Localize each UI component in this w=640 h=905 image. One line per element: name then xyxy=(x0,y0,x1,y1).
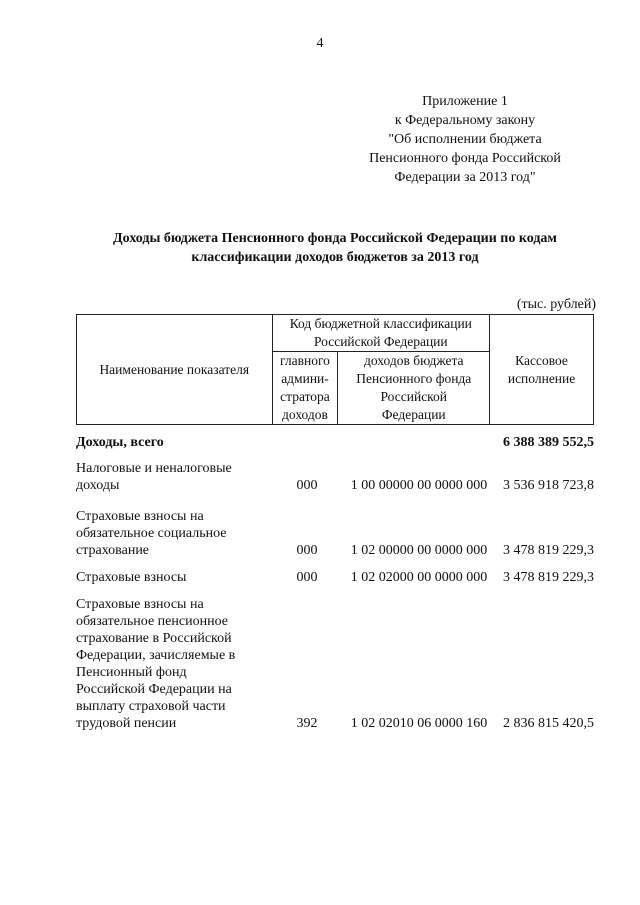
row-name: Страховые взносы xyxy=(76,570,187,585)
header-admin-column xyxy=(272,352,338,425)
title-line: Доходы бюджета Пенсионного фонда Российской Федерации по кодам xyxy=(113,231,557,246)
unit-label: (тыс. рублей) xyxy=(516,297,596,312)
header-income-column xyxy=(338,352,490,425)
appendix-line: Пенсионного фонда Российской xyxy=(369,151,561,166)
row-income-code: 1 00 00000 00 0000 000 xyxy=(350,478,488,493)
header-line: Код бюджетной классификации xyxy=(289,316,472,331)
header-line: главного xyxy=(280,353,330,368)
table-header xyxy=(76,314,594,425)
title-line: классификации доходов бюджетов за 2013 год xyxy=(191,250,479,265)
row-admin-code: 000 xyxy=(296,570,318,585)
header-line: стратора xyxy=(280,389,330,404)
appendix-line: Приложение 1 xyxy=(422,94,508,109)
page-number: 4 xyxy=(316,36,324,51)
row-name: Доходы, всего xyxy=(76,435,164,450)
header-line: админи- xyxy=(281,371,329,386)
row-name: Страховые взносы на обязательное социальное страхование xyxy=(76,509,227,558)
table-row xyxy=(76,460,596,494)
header-line: исполнение xyxy=(507,370,576,386)
header-line: доходов xyxy=(282,407,328,422)
row-amount: 6 388 389 552,5 xyxy=(503,435,594,450)
row-amount: 3 536 918 723,8 xyxy=(503,478,594,493)
header-execution-column xyxy=(490,315,594,425)
header-line: Кассовое xyxy=(515,352,568,368)
document-title xyxy=(70,229,600,267)
appendix-line: к Федеральному закону xyxy=(394,113,536,128)
appendix-line: Федерации за 2013 год" xyxy=(394,170,536,185)
row-name: Страховые взносы на обязательное пенсионное страхование в Российской Федерации, зачисляемые в Пенсионный фонд Российской Федерации на выплату страховой части трудовой пенсии xyxy=(76,597,236,731)
row-amount: 2 836 815 420,5 xyxy=(503,716,594,731)
header-line: Пенсионного фонда xyxy=(356,371,472,386)
row-admin-code: 000 xyxy=(296,543,318,558)
table-row xyxy=(76,569,596,586)
row-admin-code: 000 xyxy=(296,478,318,493)
row-income-code: 1 02 02010 06 0000 160 xyxy=(350,716,488,731)
table-row xyxy=(76,508,596,559)
header-code-group xyxy=(272,315,490,352)
row-name: Налоговые и неналоговые доходы xyxy=(76,461,232,493)
header-line: Российской xyxy=(380,389,448,404)
header-name-column: Наименование показателя xyxy=(77,315,273,425)
row-amount: 3 478 819 229,3 xyxy=(503,570,594,585)
appendix-header xyxy=(340,92,590,187)
table-row xyxy=(76,434,596,451)
appendix-line: "Об исполнении бюджета xyxy=(388,132,542,147)
table-body xyxy=(76,434,596,732)
header-line: Федерации xyxy=(381,407,446,422)
table-row xyxy=(76,596,596,732)
row-income-code: 1 02 02000 00 0000 000 xyxy=(350,570,488,585)
row-income-code: 1 02 00000 00 0000 000 xyxy=(350,543,488,558)
header-line: доходов бюджета xyxy=(363,353,464,368)
row-amount: 3 478 819 229,3 xyxy=(503,543,594,558)
header-line: Российской Федерации xyxy=(313,334,448,349)
row-admin-code: 392 xyxy=(296,716,318,731)
